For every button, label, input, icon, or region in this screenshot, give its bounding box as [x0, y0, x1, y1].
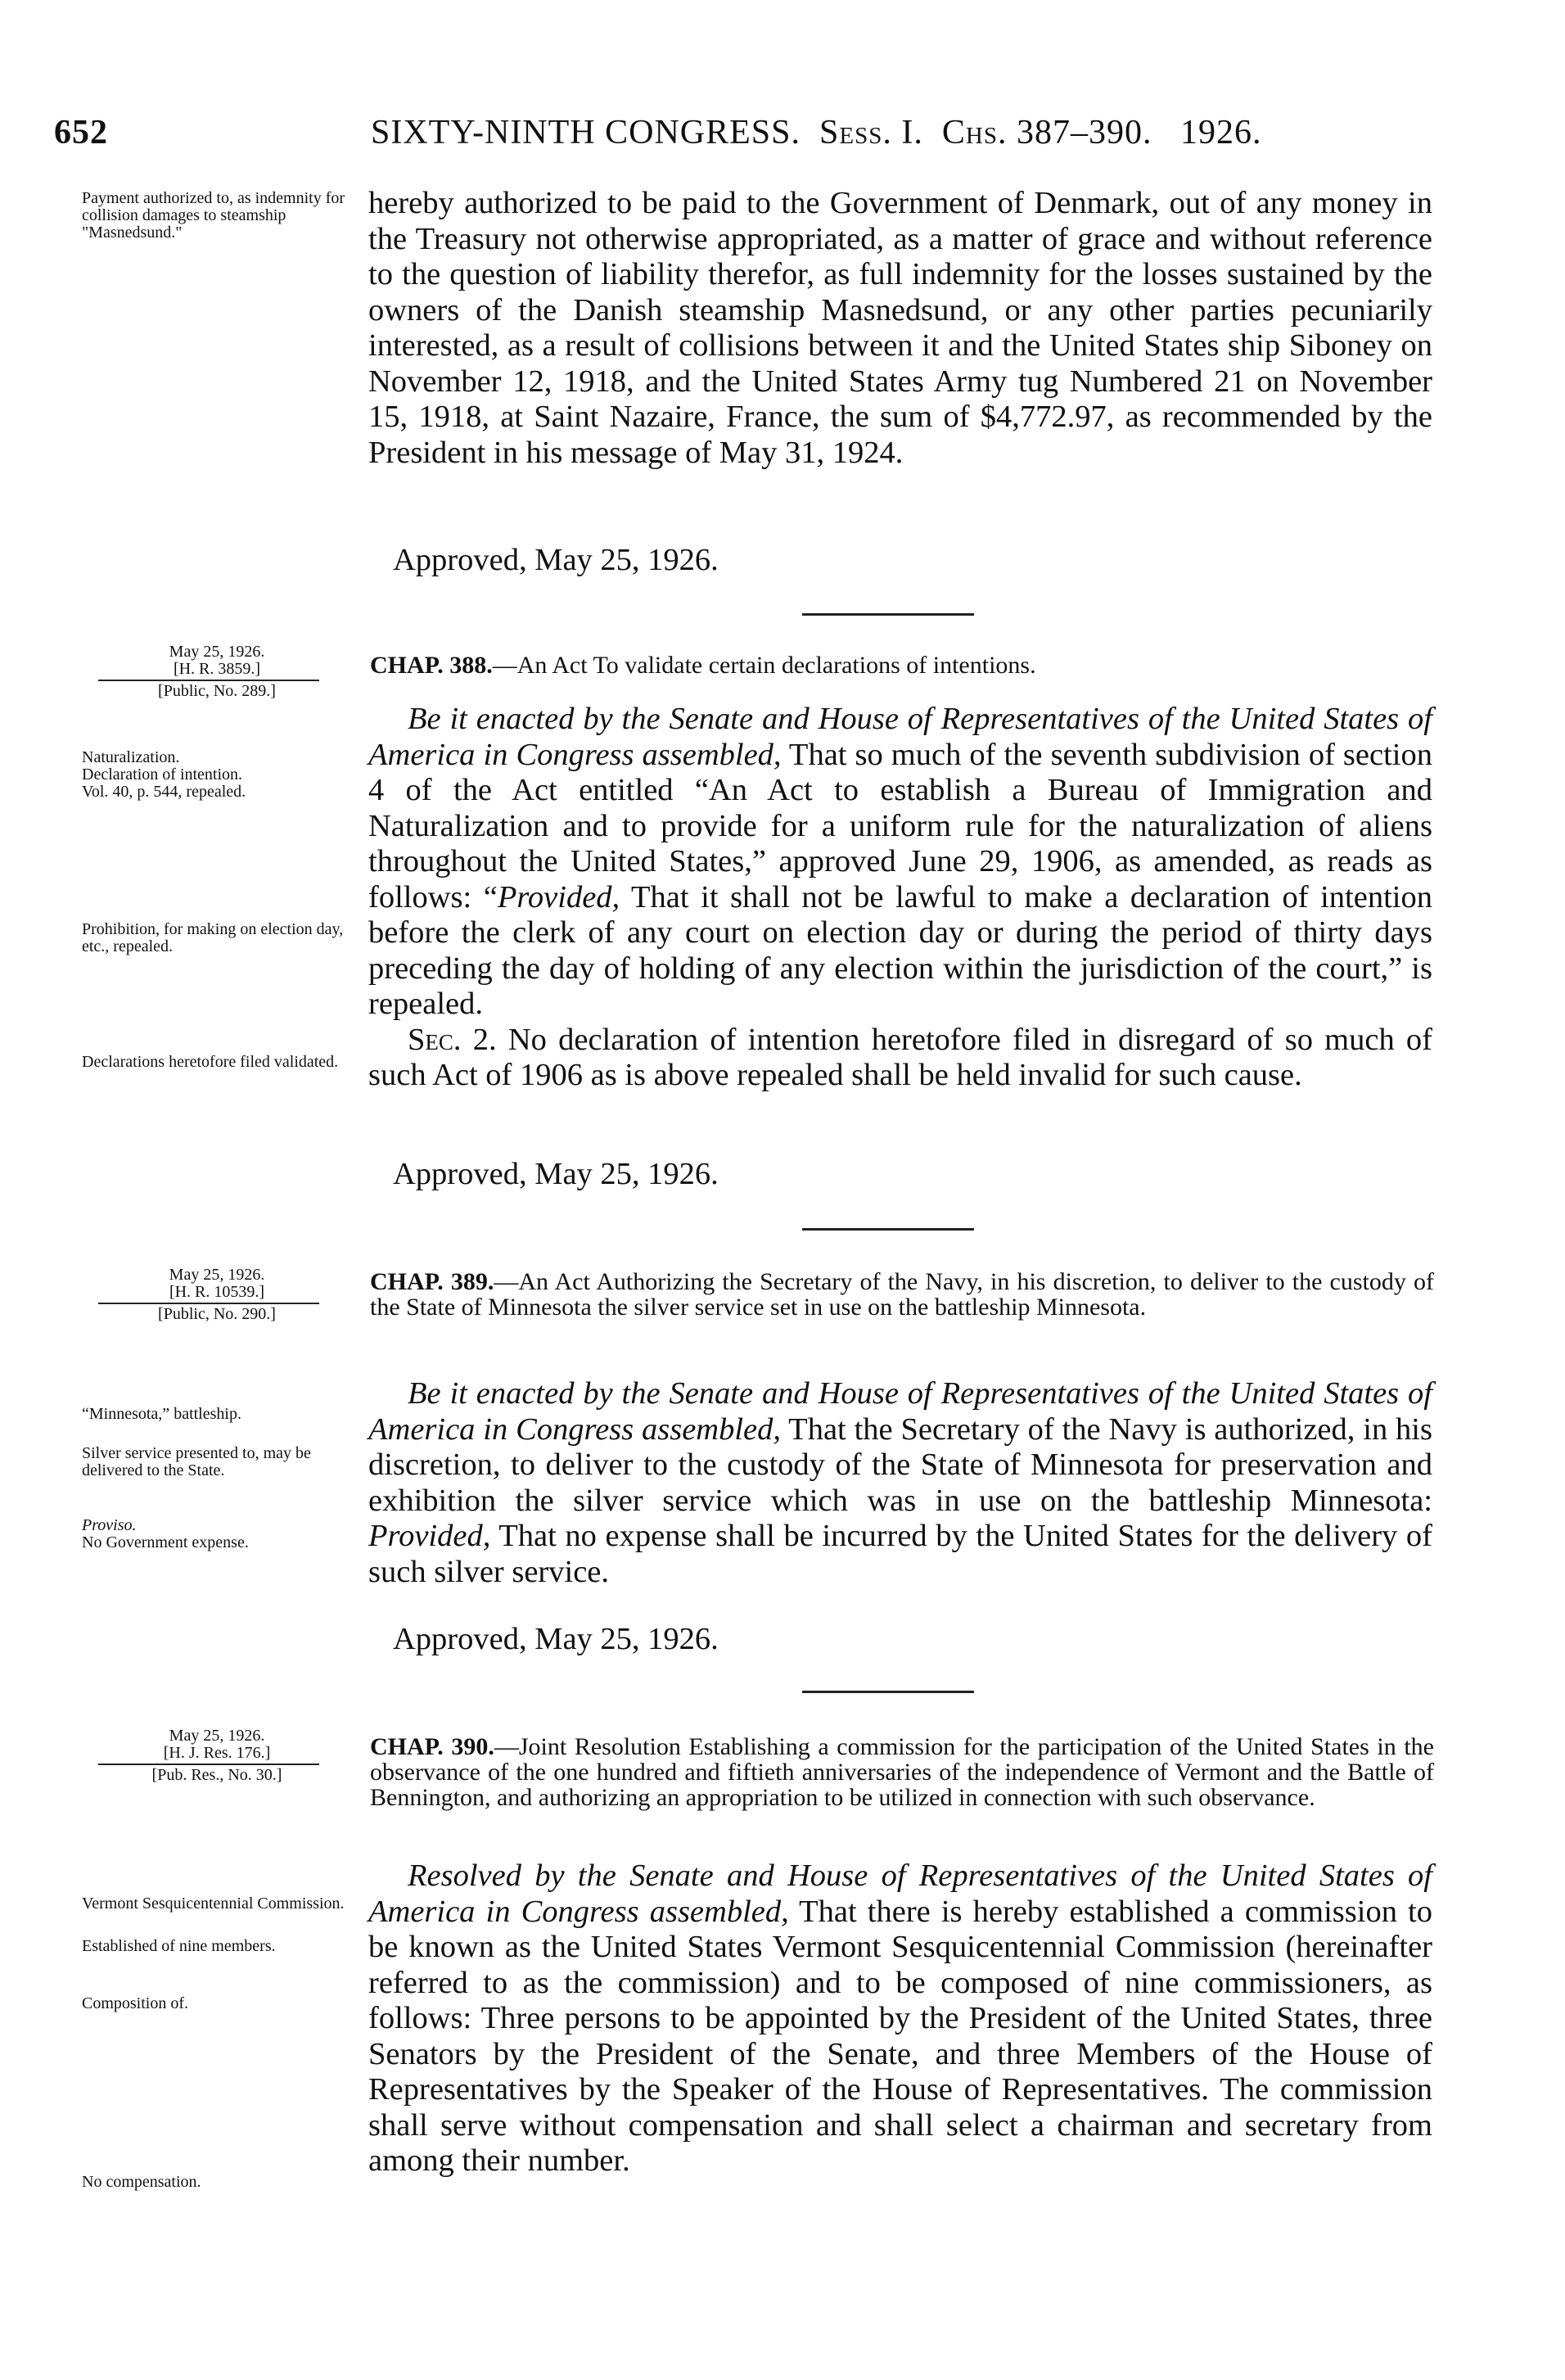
- chap390-body: [368, 1858, 1432, 2179]
- chap388-text-part2: That it shall not be lawful to make a declaration of intention before the clerk of any court on election day or during the period of thirty days preceding the day of holding of any election within the jurisdiction of the court,” is repealed.: [368, 879, 1432, 1021]
- chap389-enacting-clause: Be it enacted by the Senate and House of Representatives of the United States of America in Congress assembled,: [368, 1376, 1432, 1447]
- chap388-bill: [H. R. 3859.]: [173, 660, 261, 678]
- chap389-sidenote: [82, 1267, 352, 1323]
- margin-nine: Established of nine members.: [82, 1937, 276, 1955]
- section-divider: [802, 613, 974, 616]
- margin-proviso-label: Proviso.: [82, 1516, 137, 1534]
- chap388-provided: Provided,: [497, 879, 620, 915]
- chap388-sidenote: [82, 644, 352, 700]
- margin-silver: Silver service presented to, may be delivered to the State.: [82, 1444, 311, 1479]
- chap389-heading: [370, 1269, 1434, 1320]
- header-session: Sess. I.: [819, 114, 923, 151]
- chap389-paragraph: [368, 1376, 1432, 1590]
- margin-proviso: [82, 1517, 368, 1551]
- chap388-approved: Approved, May 25, 1926.: [393, 1157, 719, 1191]
- chap389-approved: Approved, May 25, 1926.: [393, 1622, 719, 1656]
- chap388-text-part1: That so much of the seventh subdivision of section 4 of the Act entitled “An Act to establish a Bureau of Immigration and Naturalization and to provide for a uniform rule for the naturalization of aliens throughout the United States,” approved June 29, 1906, as amended, as reads as follows: “: [368, 737, 1432, 915]
- header-chapters: Chs. 387–390.: [941, 114, 1152, 151]
- rule: [98, 680, 319, 681]
- chap388-section2: [368, 1023, 1432, 1094]
- chap390-bill: [H. J. Res. 176.]: [163, 1744, 271, 1762]
- chap390-text: That there is hereby established a commission to be known as the United States Vermont Sesquicentennial Commission (hereinafter referred to as the commission) and to be composed of nine commissioners, as follows: Three persons to be appointed by the President of the United States, three Senators by the President of the Senate, and three Members of the House of Representatives by the Speaker of the House of Representatives. The commission shall serve without compensation and shall select a chairman and secretary from among their number.: [368, 1894, 1432, 2178]
- page-number: 652: [54, 114, 108, 151]
- chap389-provided: Provided,: [368, 1519, 491, 1553]
- chap388-label: CHAP. 388.: [370, 652, 493, 679]
- chap389-date: May 25, 1926.: [169, 1266, 265, 1284]
- margin-vol-text: Vol. 40, p. 544, repealed.: [82, 783, 246, 801]
- chap388-title: —An Act To validate certain declarations of intentions.: [492, 652, 1036, 679]
- margin-note-payment: Payment authorized to, as indemnity for collision damages to steamship "Masnedsund.": [82, 189, 345, 242]
- chap390-label: CHAP. 390.: [370, 1733, 494, 1760]
- chap389-label: CHAP. 389.: [370, 1268, 494, 1295]
- chap390-date: May 25, 1926.: [169, 1727, 265, 1745]
- chap389-bill: [H. R. 10539.]: [169, 1283, 265, 1301]
- rule: [98, 1303, 319, 1304]
- chap389-text-part1: That the Secretary of the Navy is authorized, in his discretion, to deliver to the custody of the State of Minnesota for preservation and exhibition the silver service which was in use on the battleship Minnesota:: [368, 1411, 1432, 1518]
- chap390-sidenote: [82, 1727, 352, 1784]
- chap390-paragraph: [368, 1858, 1432, 2179]
- chap389-body: [368, 1376, 1432, 1590]
- margin-naturalization-text: Naturalization.: [82, 748, 180, 766]
- chap389-text-part2: That no expense shall be incurred by the United States for the delivery of such silver service.: [368, 1519, 1432, 1589]
- margin-noexpense: No Government expense.: [82, 1533, 249, 1551]
- chap388-sec2-label: Sec. 2.: [408, 1022, 497, 1057]
- chap389-title: —An Act Authorizing the Secretary of the Navy, in his discretion, to deliver to the custody of the State of Minnesota the silver service set in use on the battleship Minnesota.: [370, 1268, 1434, 1321]
- margin-naturalization: [82, 749, 368, 801]
- section-divider: [802, 1691, 974, 1693]
- header-title: [371, 113, 1261, 152]
- chap388-enacting-clause: Be it enacted by the Senate and House of Representatives of the United States of America in Congress assembled,: [368, 702, 1432, 772]
- margin-declaration-text: Declaration of intention.: [82, 765, 243, 784]
- margin-composition: Composition of.: [82, 1994, 189, 2012]
- margin-minnesota: “Minnesota,” battleship.: [82, 1405, 241, 1423]
- margin-prohibition: Prohibition, for making on election day, etc., repealed.: [82, 920, 344, 955]
- chap388-public: [Public, No. 289.]: [158, 682, 276, 700]
- margin-validated: Declarations heretofore filed validated.: [82, 1053, 339, 1071]
- chap387-text: hereby authorized to be paid to the Government of Denmark, out of any money in the Treasury not otherwise appropriated, as a matter of grace and without reference to the question of liability therefor, as full indemnity for the losses sustained by the owners of the Danish steamship Masnedsund, or any other parties pecuniarily interested, as a result of collisions between it and the United States ship Siboney on November 12, 1918, and the United States Army tug Numbered 21 on November 15, 1918, at Saint Nazaire, France, the sum of $4,772.97, as recommended by the President in his message of May 31, 1924.: [368, 186, 1432, 470]
- running-header: [54, 113, 1445, 162]
- chap388-body: [368, 702, 1432, 1094]
- header-year: 1926.: [1179, 114, 1262, 151]
- chap388-sec2-text: No declaration of intention heretofore filed in disregard of so much of such Act of 1906 as is above repealed shall be held invalid for such cause.: [368, 1022, 1432, 1092]
- chap388-date: May 25, 1926.: [169, 643, 265, 661]
- margin-nocomp: No compensation.: [82, 2173, 201, 2191]
- chap390-resolving-clause: Resolved by the Senate and House of Representatives of the United States of America in Congress assembled,: [368, 1858, 1432, 1929]
- chap387-approved: Approved, May 25, 1926.: [393, 543, 719, 577]
- chap390-public: [Pub. Res., No. 30.]: [151, 1766, 282, 1784]
- rule: [98, 1764, 319, 1765]
- margin-vermont: Vermont Sesquicentennial Commission.: [82, 1895, 345, 1913]
- chap389-public: [Public, No. 290.]: [158, 1305, 276, 1323]
- header-congress: SIXTY-NINTH CONGRESS.: [371, 114, 801, 151]
- chap388-paragraph: [368, 702, 1432, 1023]
- chap390-heading: [370, 1734, 1434, 1810]
- chap390-title: —Joint Resolution Establishing a commission for the participation of the United States in the observance of the one hundred and fiftieth anniversaries of the independence of Vermont and the Battle of Bennington, and authorizing an appropriation to be utilized in connection with such observance.: [370, 1733, 1434, 1811]
- section-divider: [802, 1228, 974, 1231]
- chap388-heading: [370, 653, 1434, 678]
